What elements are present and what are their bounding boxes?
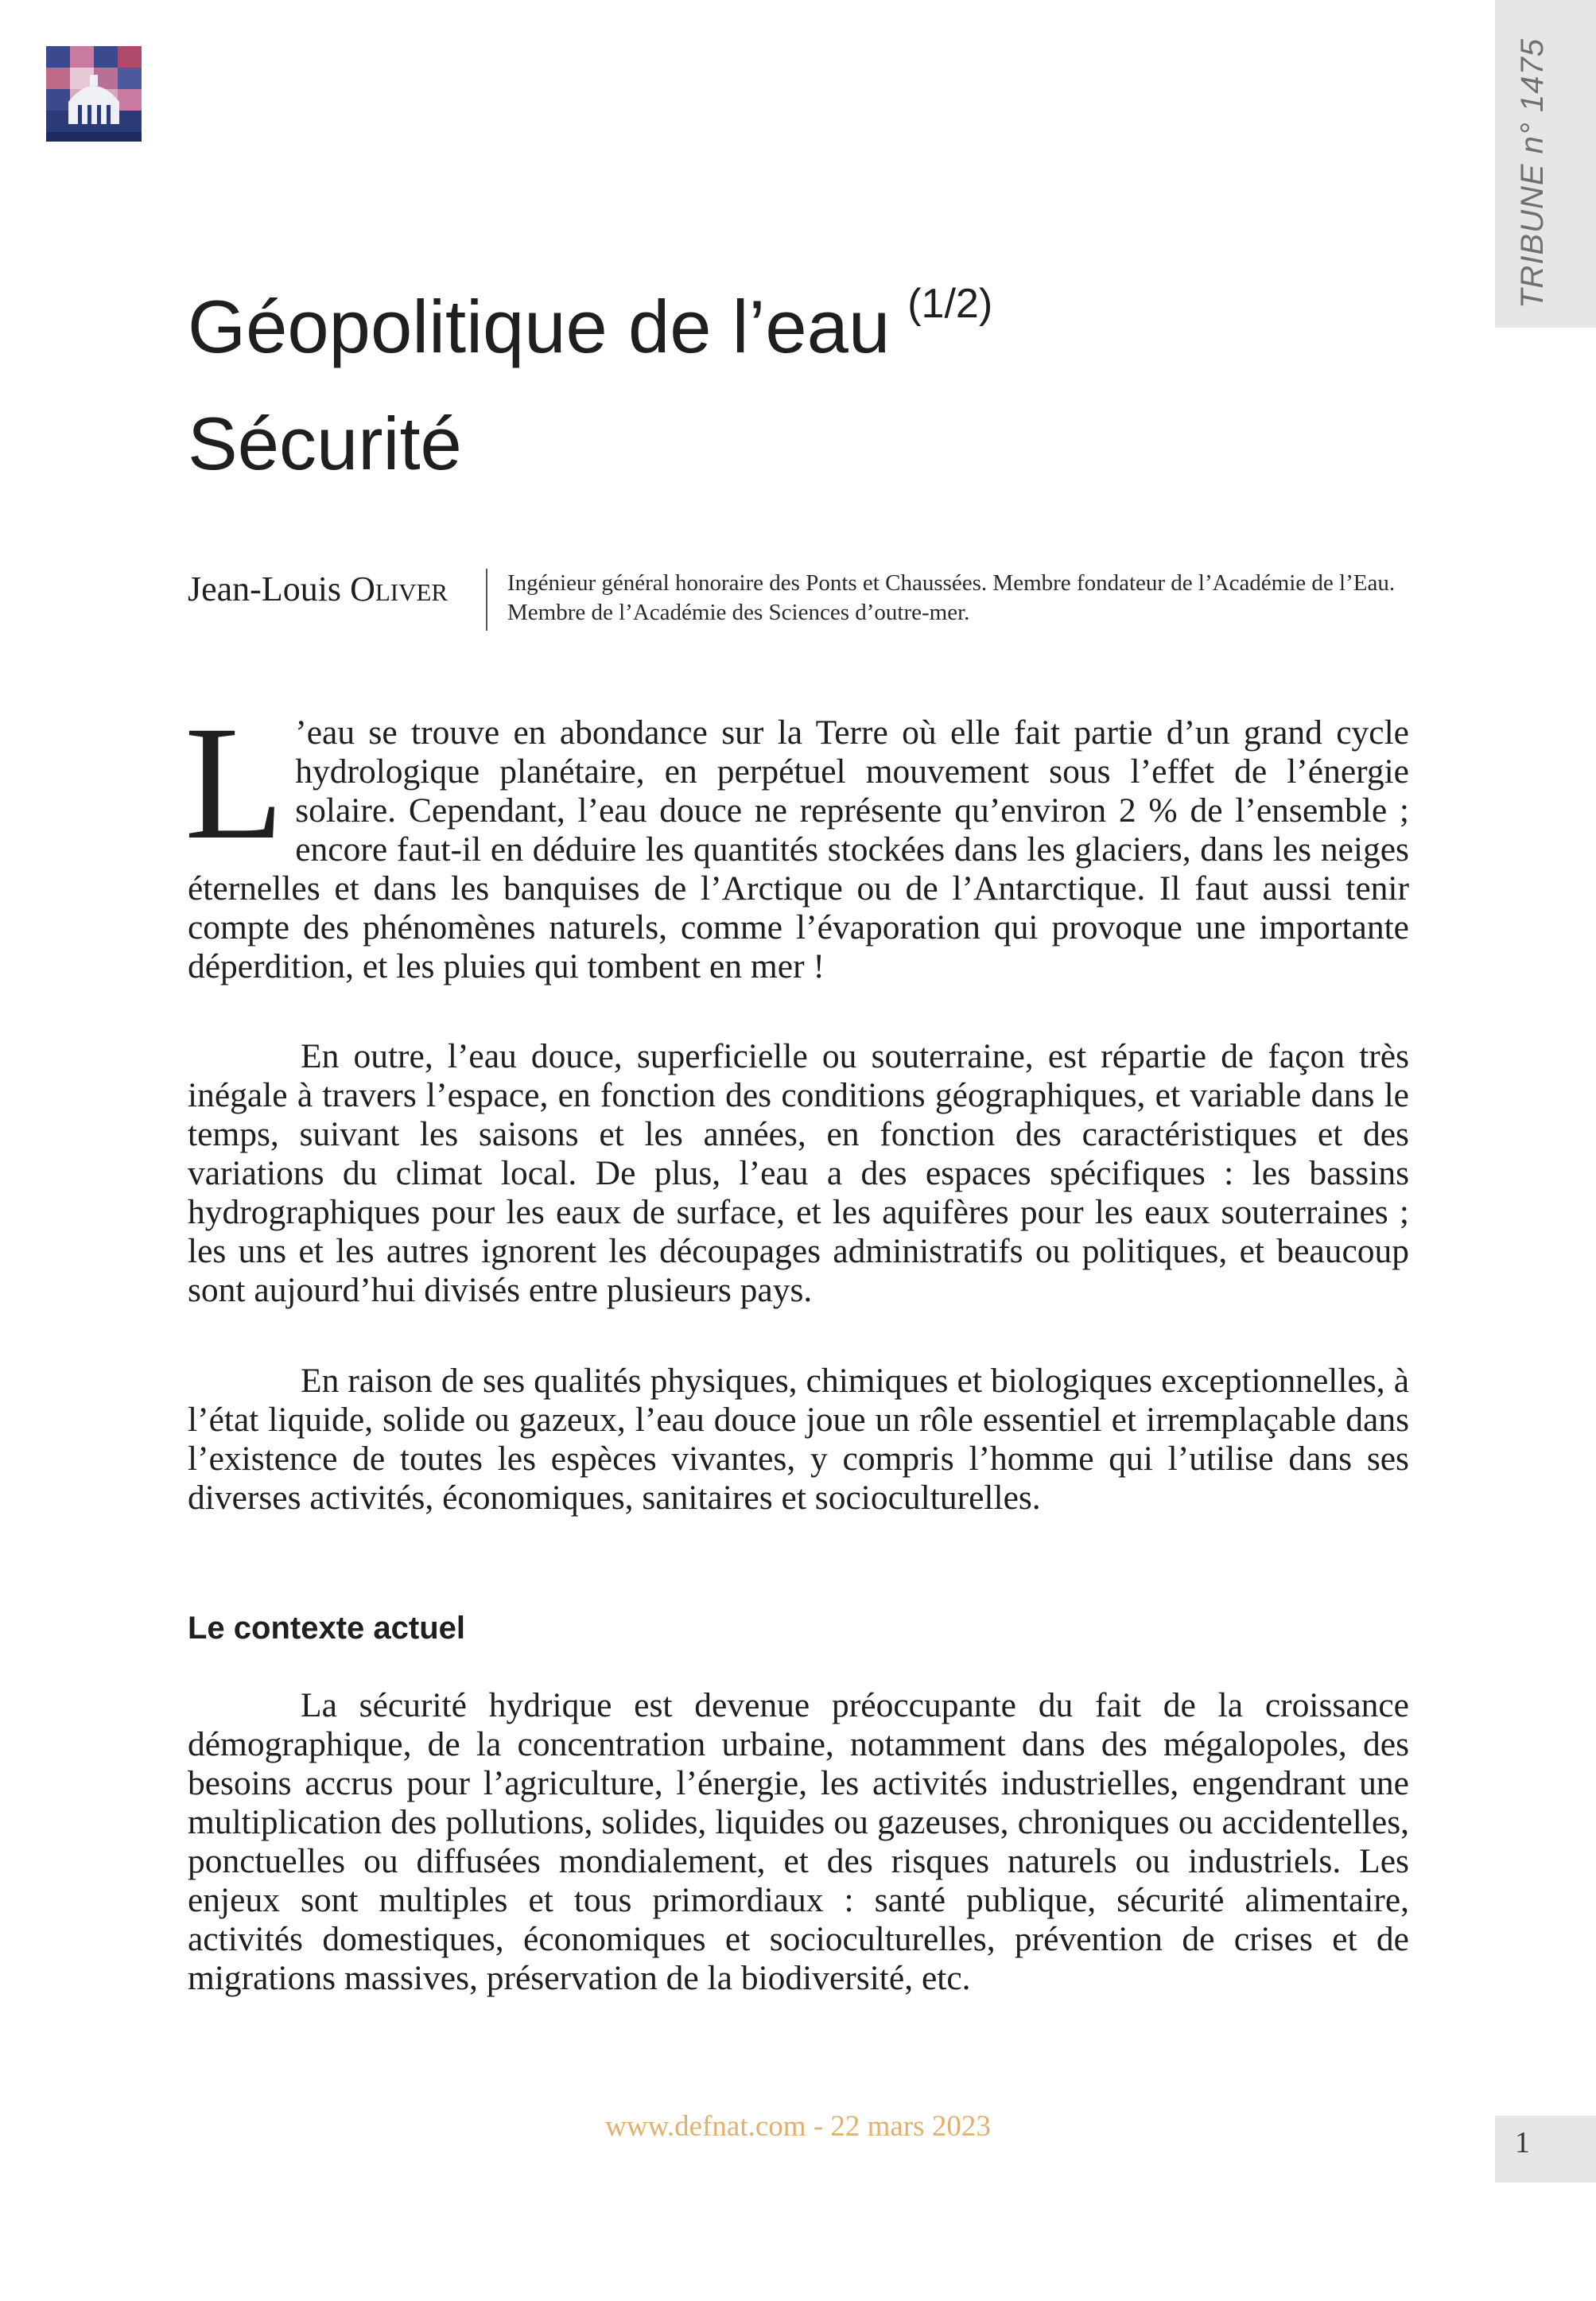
footer-url-date[interactable]: www.defnat.com - 22 mars 2023 [605, 2110, 991, 2143]
section-heading: Le contexte actuel [188, 1611, 466, 1646]
title-line-1: Géopolitique de l’eau [188, 285, 891, 368]
paragraph-1-text: ’eau se trouve en abondance sur la Terre où elle fait partie d’un grand cycle hydrologique planétaire, en perpétuel mouvement sous l’effet de l’énergie solaire. Cependant, l’eau douce ne représente qu’environ 2 % de l’ensemble ; encore faut-il en déduire les quantités stockées dans les glaciers, dans les neiges éternelles et dans les banquises de l’Arctique ou de l’Antarctique. Il faut aussi tenir compte des phénomènes naturels, comme l’évaporation qui provoque une importante déperdition, et les pluies qui tombent en mer ! [188, 713, 1409, 985]
drop-cap: L [184, 693, 285, 873]
page-number: 1 [1515, 2126, 1530, 2159]
tribune-number: TRIBUNE n° 1475 [1515, 37, 1550, 309]
paragraph-2: En outre, l’eau douce, superficielle ou souterraine, est répartie de façon très inégale à travers l’espace, en fonction des conditions géographiques, et variable dans le temps, suivant les saisons et les années, en fonction des caractéristiques et des variations du climat local. De plus, l’eau a des espaces spécifiques : les bassins hydrographiques pour les eaux de surface, et les aquifères pour les eaux souterraines ; les uns et les autres ignorent les découpages administratifs ou politiques, et beaucoup sont aujourd’hui divisés entre plusieurs pays. [188, 1037, 1409, 1309]
title-line-2: Sécurité [188, 402, 462, 485]
paragraph-3: En raison de ses qualités physiques, chimiques et biologiques exceptionnelles, à l’état liquide, solide ou gazeux, l’eau douce joue un rôle essentiel et irremplaçable dans l’existence de toutes les espèces vivantes, y compris l’homme qui l’utilise dans ses diverses activités, économiques, sanitaires et socioculturelles. [188, 1362, 1409, 1517]
institution-dome-logo-icon [46, 46, 142, 142]
title-part-indicator: (1/2) [907, 281, 993, 327]
author-bio: Ingénieur général honoraire des Ponts et Chaussées. Membre fondateur de l’Académie de l’Eau. Membre de l’Académie des Sciences d’outre-mer. [507, 570, 1396, 625]
author-name [188, 569, 448, 609]
page-title [188, 274, 992, 496]
paragraph-1 [184, 693, 1409, 986]
page-number-tab [1495, 2116, 1596, 2182]
author-last-name: Oliver [350, 569, 449, 608]
author-divider [486, 569, 487, 631]
author-first-name: Jean-Louis [188, 569, 342, 608]
paragraph-4: La sécurité hydrique est devenue préoccupante du fait de la croissance démographique, de la concentration urbaine, notamment dans des mégalopoles, des besoins accrus pour l’agriculture, l’énergie, les activités industrielles, engendrant une multiplication des pollutions, solides, liquides ou gazeuses, chroniques ou accidentelles, ponctuelles ou diffusées mondialement, et des risques naturels ou industriels. Les enjeux sont multiples et tous primordiaux : santé publique, sécurité alimentaire, activités domestiques, économiques et socioculturelles, prévention de crises et de migrations massives, préservation de la biodiversité, etc. [188, 1686, 1409, 1997]
